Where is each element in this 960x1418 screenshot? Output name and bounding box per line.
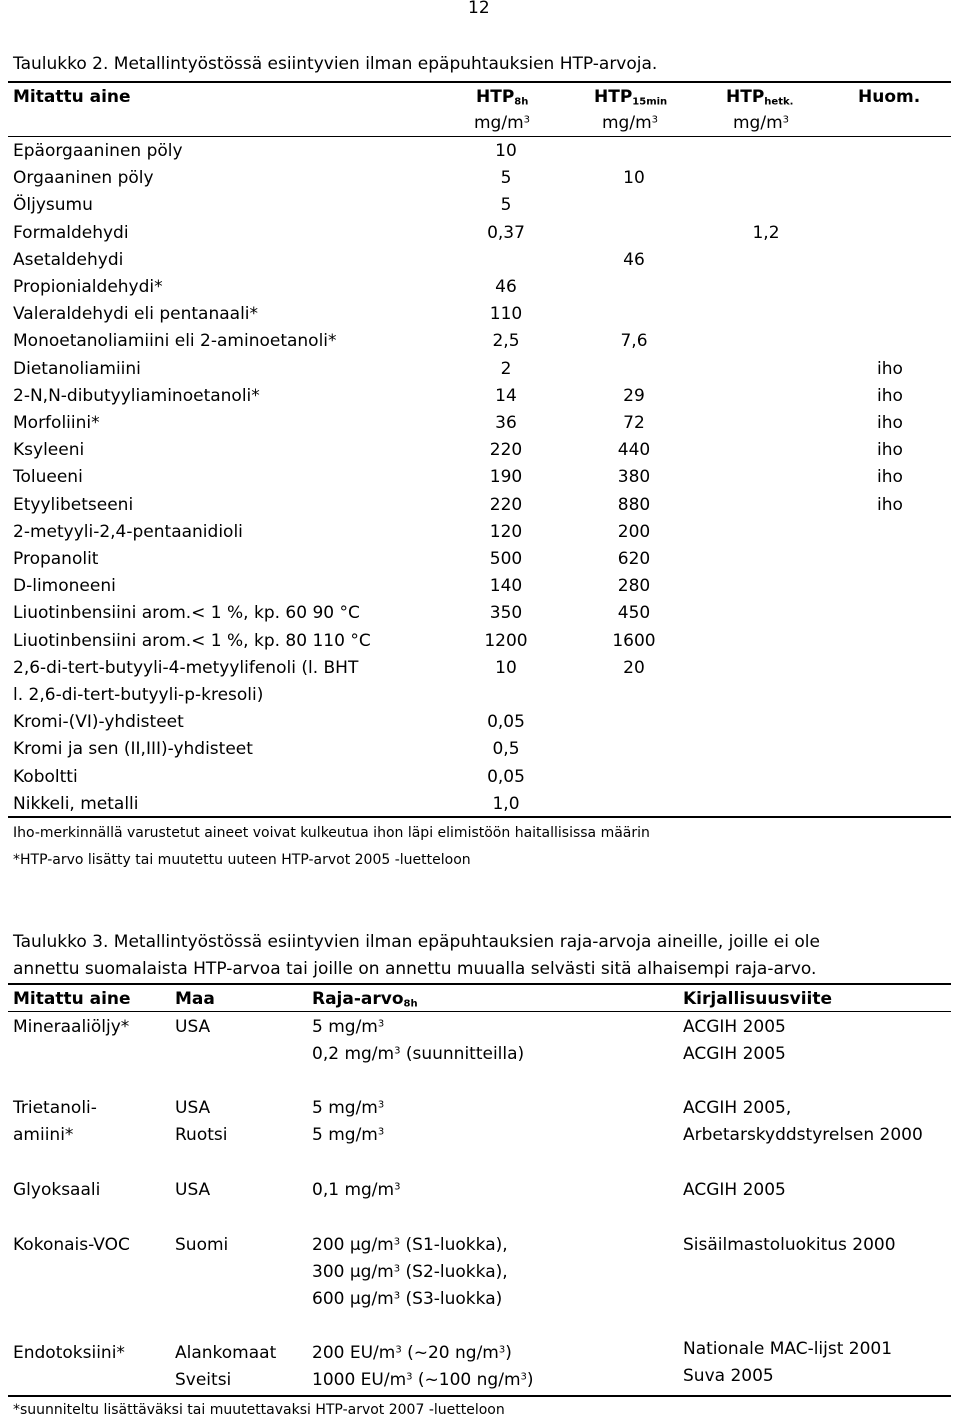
country: Suomi [175, 1235, 229, 1255]
value-htp15min: 440 [617, 440, 651, 461]
reference: Suva 2005 [683, 1366, 774, 1387]
table3-header-rule [8, 1011, 951, 1012]
value-htp15min: 72 [623, 413, 645, 433]
value-htp15min: 20 [623, 657, 645, 678]
value-htp15min: 29 [623, 385, 645, 406]
value-htp8h: 36 [495, 413, 517, 433]
limit-value: 5 $mg/m^3$ [312, 1017, 385, 1037]
substance-name: Asetaldehydi [13, 249, 124, 270]
value-htp15min: 1600 [612, 630, 656, 651]
table-row [0, 657, 960, 687]
table2-header-huom: Huom. [858, 87, 921, 107]
substance-name: Ksyleeni [13, 440, 85, 461]
substance-name: Propanolit [13, 549, 99, 569]
reference: Nationale MAC-lijst 2001 [683, 1339, 893, 1359]
substance-name: Monoetanoliamiini eli 2-aminoetanoli* [13, 331, 337, 352]
value-huom: iho [877, 413, 903, 433]
limit-value: 0,1 $mg/m^3$ [312, 1180, 401, 1200]
table3-bottom-rule [8, 1395, 951, 1397]
substance-name: Propionialdehydi* [13, 277, 163, 297]
substance-name: Valeraldehydi eli pentanaali* [13, 304, 259, 325]
table2-header-htp8h: $HTP_{8h}$ [476, 87, 529, 108]
table-row [0, 415, 960, 442]
substance-name: Tolueeni [13, 467, 83, 488]
value-htp8h: 1200 [484, 630, 528, 651]
table3-header-limit: Raja-arvo$_{8h}$ [312, 989, 418, 1010]
value-htp8h: 14 [495, 385, 517, 406]
substance-name: Kromi ja sen (II,III)-yhdisteet [13, 739, 253, 760]
table-row [0, 358, 960, 388]
table-row [0, 605, 960, 632]
reference: ACGIH 2005, [683, 1098, 792, 1118]
table-row [0, 197, 960, 224]
value-htp8h: 0,05 [487, 712, 525, 733]
table-row [0, 630, 960, 660]
table-row [0, 143, 960, 170]
table-row [0, 578, 960, 605]
table-row [0, 714, 960, 741]
limit-value: 200 $\mu g/m^3$ (S1-luokka), [312, 1235, 508, 1255]
table-row [0, 521, 960, 551]
substance-name: Formaldehydi [13, 222, 129, 243]
value-htp8h: 5 [500, 195, 512, 216]
value-htp15min: 450 [617, 603, 651, 624]
country: USA [175, 1017, 211, 1037]
table-row [0, 222, 960, 252]
table-row [0, 469, 960, 496]
substance-name: Trietanoli- [13, 1098, 97, 1118]
table-row [0, 385, 960, 415]
country: Sveitsi [175, 1370, 232, 1391]
reference: ACGIH 2005 [683, 1044, 786, 1065]
value-htp8h: 2 [500, 358, 512, 379]
country: USA [175, 1180, 211, 1200]
table2-caption: Taulukko 2. Metallintyöstössä esiintyvien ilman epäpuhtauksien HTP-arvoja. [13, 54, 658, 74]
value-htp8h: 190 [489, 467, 523, 488]
substance-name: Mineraaliöljy* [13, 1017, 130, 1037]
table3-note: *suunniteltu lisättäväksi tai muutettavaksi HTP-arvot 2007 -luetteloon [13, 1402, 505, 1418]
table2-header-rule [8, 136, 951, 137]
substance-name: Orgaaninen pöly [13, 168, 154, 189]
table2-unit-8h: $mg/m^3$ [474, 113, 531, 133]
substance-name: 2,6-di-tert-butyyli-4-metyylifenoli (l. BHT [13, 657, 359, 678]
substance-name: 2-N,N-dibutyyliaminoetanoli* [13, 385, 260, 406]
table-row [0, 170, 960, 197]
table2-top-rule [8, 81, 951, 83]
substance-name: D-limoneeni [13, 576, 116, 597]
table2-header-htp15min: $HTP_{15min}$ [594, 87, 668, 108]
table3-caption-line2: annettu suomalaista HTP-arvoa tai joille on annettu muualla selvästi sitä alhaisempi raja-arvo. [13, 959, 817, 979]
substance-name: 2-metyyli-2,4-pentaanidioli [13, 521, 243, 542]
value-htp8h: 500 [489, 549, 523, 569]
reference: ACGIH 2005 [683, 1017, 786, 1037]
value-htp8h: 140 [489, 576, 523, 597]
reference: Sisäilmastoluokitus 2000 [683, 1235, 896, 1255]
limit-value: 0,2 $mg/m^3$ (suunnitteilla) [312, 1044, 525, 1065]
value-htp15min: 7,6 [620, 331, 648, 352]
value-htp15min: 620 [617, 549, 651, 569]
limit-value: 600 $\mu g/m^3$ (S3-luokka) [312, 1289, 503, 1310]
value-htp8h: 10 [495, 657, 517, 678]
substance-name: Kokonais-VOC [13, 1235, 130, 1255]
value-htp8h: 220 [489, 440, 523, 461]
table-row [0, 494, 960, 524]
substance-name: Koboltti [13, 766, 78, 787]
table-row [0, 279, 960, 306]
value-htp8h: 2,5 [492, 331, 520, 352]
table-row [0, 442, 960, 469]
value-htp8h: 220 [489, 494, 523, 515]
value-htp8h: 46 [495, 277, 517, 297]
substance-name: amiini* [13, 1125, 74, 1146]
limit-value: 1000 $EU/m^3$ (~100 $ng/m^3$) [312, 1370, 534, 1391]
table-row [0, 551, 960, 578]
value-htphetk: 1,2 [752, 222, 780, 243]
value-huom: iho [877, 385, 903, 406]
table-row [0, 793, 960, 823]
table-row [0, 766, 960, 796]
substance-name: Epäorgaaninen pöly [13, 141, 183, 161]
value-huom: iho [877, 358, 903, 379]
value-htp8h: 120 [489, 521, 523, 542]
substance-name: Liuotinbensiini arom.< 1 %, kp. 60 90 °C [13, 603, 360, 624]
value-htp15min: 880 [617, 494, 651, 515]
value-htp8h: 110 [489, 304, 523, 325]
country: Alankomaat [175, 1343, 277, 1363]
table3-header-ref: Kirjallisuusviite [683, 989, 832, 1009]
table2-header-name: Mitattu aine [13, 87, 131, 107]
value-htp15min: 46 [623, 249, 645, 270]
limit-value: 5 $mg/m^3$ [312, 1098, 385, 1118]
table-row [0, 249, 960, 279]
table2-header-htphetk: $HTP_{hetk.}$ [726, 87, 794, 108]
value-huom: iho [877, 467, 903, 488]
table2-unit-hetk: $mg/m^3$ [733, 113, 790, 133]
page-number: 12 [468, 0, 490, 18]
substance-name: l. 2,6-di-tert-butyyli-p-kresoli) [13, 685, 264, 705]
table3-header-country: Maa [175, 989, 215, 1009]
value-htp8h: 0,37 [487, 222, 525, 243]
country: USA [175, 1098, 211, 1118]
value-huom: iho [877, 494, 903, 515]
substance-name: Glyoksaali [13, 1180, 101, 1200]
reference: Arbetarskyddstyrelsen 2000 [683, 1125, 923, 1146]
value-huom: iho [877, 440, 903, 461]
table2-note-iho: Iho-merkinnällä varustetut aineet voivat kulkeutua ihon läpi elimistöön haitallisissa määrin [13, 825, 650, 841]
substance-name: Liuotinbensiini arom.< 1 %, kp. 80 110 °C [13, 630, 371, 651]
table3-caption-line1: Taulukko 3. Metallintyöstössä esiintyvien ilman epäpuhtauksien raja-arvoja aineille, joille ei ole [13, 932, 820, 952]
substance-name: Nikkeli, metalli [13, 793, 139, 814]
value-htp8h: 0,5 [492, 739, 520, 760]
value-htp15min: 200 [617, 521, 651, 542]
value-htp8h: 0,05 [487, 766, 525, 787]
substance-name: Morfoliini* [13, 413, 100, 433]
table2-unit-15min: $mg/m^3$ [602, 113, 659, 133]
table-row [0, 306, 960, 333]
value-htp15min: 380 [617, 467, 651, 488]
value-htp8h: 350 [489, 603, 523, 624]
table-row [0, 687, 960, 714]
table-row [0, 333, 960, 360]
table3-top-rule [8, 983, 951, 985]
substance-name: Kromi-(VI)-yhdisteet [13, 712, 184, 733]
substance-name: Endotoksiini* [13, 1343, 125, 1363]
substance-name: Öljysumu [13, 195, 93, 216]
table2-bottom-rule [8, 816, 951, 818]
substance-name: Dietanoliamiini [13, 358, 141, 379]
value-htp15min: 280 [617, 576, 651, 597]
limit-value: 200 $EU/m^3$ (~20 $ng/m^3$) [312, 1343, 512, 1363]
limit-value: 300 $\mu g/m^3$ (S2-luokka), [312, 1262, 508, 1283]
value-htp8h: 5 [500, 168, 512, 189]
substance-name: Etyylibetseeni [13, 494, 134, 515]
country: Ruotsi [175, 1125, 228, 1146]
value-htp15min: 10 [623, 168, 645, 189]
value-htp8h: 10 [495, 141, 517, 161]
table3-header-name: Mitattu aine [13, 989, 131, 1009]
value-htp8h: 1,0 [492, 793, 520, 814]
table-row [0, 741, 960, 768]
reference: ACGIH 2005 [683, 1180, 786, 1200]
limit-value: 5 $mg/m^3$ [312, 1125, 385, 1146]
table2-note-htp: *HTP-arvo lisätty tai muutettu uuteen HTP-arvot 2005 -luetteloon [13, 852, 471, 868]
